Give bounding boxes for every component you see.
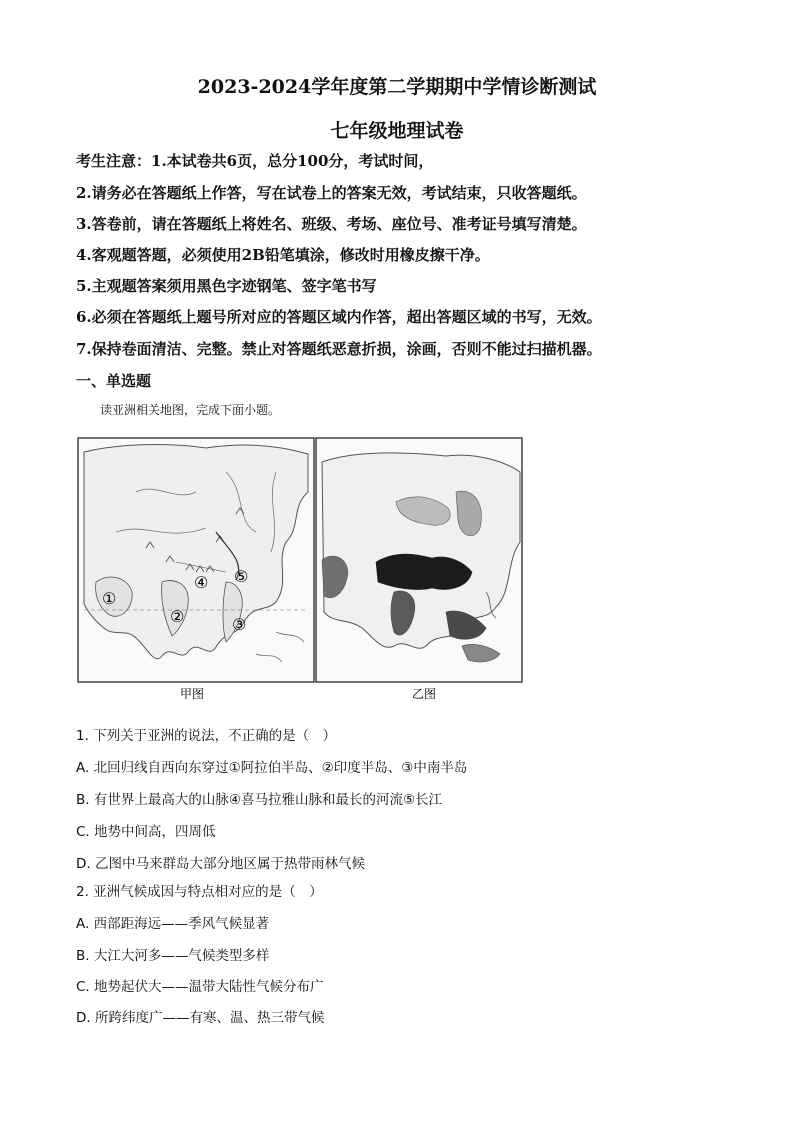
map-b-caption: 乙图 xyxy=(412,687,437,701)
question-1-option-c: C. 地势中间高，四周低 xyxy=(76,824,216,840)
notice-line: 4.客观题答题，必须使用2B铅笔填涂，修改时用橡皮擦干净。 xyxy=(76,246,490,264)
question-2-option-a: A. 西部距海远——季风气候显著 xyxy=(76,916,270,932)
marker-2: ② xyxy=(170,607,185,626)
notice-line: 6.必须在答题纸上题号所对应的答题区域内作答，超出答题区域的书写，无效。 xyxy=(76,308,602,326)
exam-subtitle: 七年级地理试卷 xyxy=(330,120,464,142)
map-b xyxy=(316,438,522,701)
question-2-option-c: C. 地势起伏大——温带大陆性气候分布广 xyxy=(76,979,324,995)
question-1-option-a: A. 北回归线自西向东穿过①阿拉伯半岛、②印度半岛、③中南半岛 xyxy=(76,760,468,776)
notice-line: 考生注意：1.本试卷共6页，总分100分，考试时间， xyxy=(76,152,434,170)
marker-1: ① xyxy=(102,589,117,608)
map-a xyxy=(78,438,314,701)
exam-title: 2023-2024学年度第二学期期中学情诊断测试 xyxy=(197,76,597,98)
section-intro: 读亚洲相关地图，完成下面小题。 xyxy=(100,403,281,417)
notice-line: 7.保持卷面清洁、完整。禁止对答题纸恶意折损，涂画，否则不能过扫描机器。 xyxy=(76,340,602,358)
notice-line: 5.主观题答案须用黑色字迹钢笔、签字笔书写 xyxy=(76,277,377,295)
question-2-option-d: D. 所跨纬度广——有寒、温、热三带气候 xyxy=(76,1010,325,1026)
marker-4: ④ xyxy=(194,573,209,592)
marker-3: ③ xyxy=(232,615,247,634)
asia-maps-figure xyxy=(76,432,524,702)
question-1-option-d: D. 乙图中马来群岛大部分地区属于热带雨林气候 xyxy=(76,856,365,872)
notice-line: 3.答卷前，请在答题纸上将姓名、班级、考场、座位号、准考证号填写清楚。 xyxy=(76,215,587,233)
section-title: 一、单选题 xyxy=(76,372,152,390)
question-2-stem: 2. 亚洲气候成因与特点相对应的是（ ） xyxy=(76,884,323,900)
maps-svg xyxy=(76,432,524,702)
marker-5: ⑤ xyxy=(234,567,249,586)
map-a-caption: 甲图 xyxy=(180,687,205,701)
question-1-stem: 1. 下列关于亚洲的说法，不正确的是（ ） xyxy=(76,728,337,744)
question-1-option-b: B. 有世界上最高大的山脉④喜马拉雅山脉和最长的河流⑤长江 xyxy=(76,792,443,808)
question-2-option-b: B. 大江大河多——气候类型多样 xyxy=(76,948,270,964)
notice-line: 2.请务必在答题纸上作答，写在试卷上的答案无效，考试结束，只收答题纸。 xyxy=(76,184,587,202)
